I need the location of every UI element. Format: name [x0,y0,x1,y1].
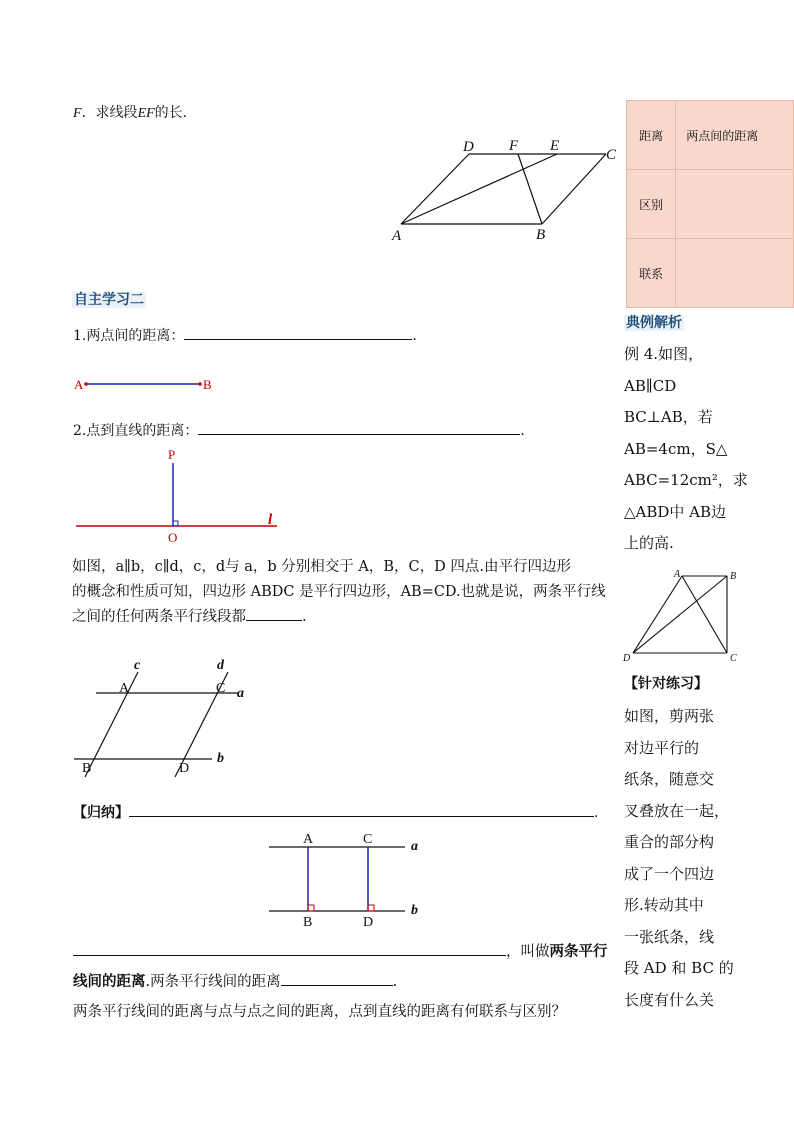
para-line-3: 之间的任何两条平行线段都 . [72,605,606,630]
fig2-label-c: c [134,658,141,673]
q2-line: 2.点到直线的距离： . [73,420,525,441]
fig-label-F: F [509,138,519,154]
fig2-label-D: D [179,761,190,776]
fig2-label-b: b [217,751,224,766]
fig-label-l: l [268,512,273,528]
fig2-label-a: a [237,686,244,701]
segment-ab-figure [70,372,220,396]
parallelogram-figure [385,135,625,245]
fig3-label-b: b [411,903,418,918]
top-post: 的长. [154,105,188,121]
practice-text: 如图，剪两张 对边平行的 纸条，随意交 叉叠放在一起， 重合的部分构 成了一个四边 形.转动其中 一张纸条，线 段 AD 和 BC 的 长度有什么关 [624,707,734,1009]
seg-label-A: A [74,377,84,392]
top-text: ．求线段 [81,105,138,121]
q2-label: 2.点到直线的距离： [73,423,199,439]
fig2-label-B: B [82,761,92,776]
definition-blank[interactable] [73,941,506,956]
square-figure [620,565,745,670]
para-line-2: 的概念和性质可知，四边形 ABDC 是平行四边形，AB=CD.也就是说，两条平行线 [72,584,606,600]
fig-label-A: A [392,228,402,244]
fig4-label-B: B [730,571,737,582]
fig2-label-d: d [217,658,224,673]
point-line-figure [72,445,287,545]
comparison-question: 两条平行线间的距离与点与点之间的距离，点到直线的距离有何联系与区别？ [73,1004,566,1020]
q2-blank[interactable] [198,420,520,435]
definition-line-2: 线间的距离.两条平行线间的距离 . [73,973,398,990]
fig-label-P: P [168,447,176,462]
example-text: 例 4.如图， AB∥CD BC⊥AB，若 AB=4cm，S△ ABC=12cm²，求 △ABD中 AB边 上的高. [624,345,748,552]
fig2-label-A: A [119,681,130,696]
distance-table [626,100,794,308]
summary-blank[interactable] [129,802,594,817]
fig3-label-B: B [303,915,313,930]
seg-label-B: B [203,377,212,392]
table-row: 联系 [627,239,794,308]
example-heading: 典例解析 [626,315,682,331]
fig-label-D: D [463,139,474,155]
distance-blank[interactable] [281,971,393,986]
top-pre: F [73,106,82,121]
parallel-lines-figure [70,655,260,780]
fig2-label-C: C [216,681,226,696]
parallel-distance-figure [265,825,430,935]
fig3-label-a: a [411,839,418,854]
definition [73,937,608,1027]
table-row: 距离 两点间的距离 [627,101,794,170]
q1-blank[interactable] [184,325,412,340]
fig4-label-C: C [730,653,737,664]
fig4-label-A: A [674,569,681,580]
fig4-label-D: D [623,653,631,664]
para-blank[interactable] [246,606,302,621]
top-question [73,103,187,124]
summary-line: 【归纳】 . [73,802,598,823]
fig-label-O: O [168,530,178,545]
table-row: 区别 [627,170,794,239]
fig3-label-A: A [303,832,314,847]
fig-label-C: C [606,147,617,163]
practice-heading: 【针对练习】 [624,676,708,692]
section-heading: 自主学习二 [74,292,144,308]
q1-label: 1.两点间的距离： [73,328,185,344]
summary-label: 【归纳】 [73,805,129,821]
fig3-label-D: D [363,915,374,930]
fig-label-B: B [536,227,546,243]
fig-label-E: E [550,138,560,154]
top-seg: EF [137,106,155,121]
para-line-1: 如图，a∥b，c∥d，c，d与 a，b 分别相交于 A，B，C，D 四点.由平行四边形 [72,559,571,575]
fig3-label-C: C [363,832,373,847]
q1-line: 1.两点间的距离： . [73,325,417,346]
paragraph [72,555,606,630]
definition-line-1: ，叫做两条平行 [73,937,608,967]
